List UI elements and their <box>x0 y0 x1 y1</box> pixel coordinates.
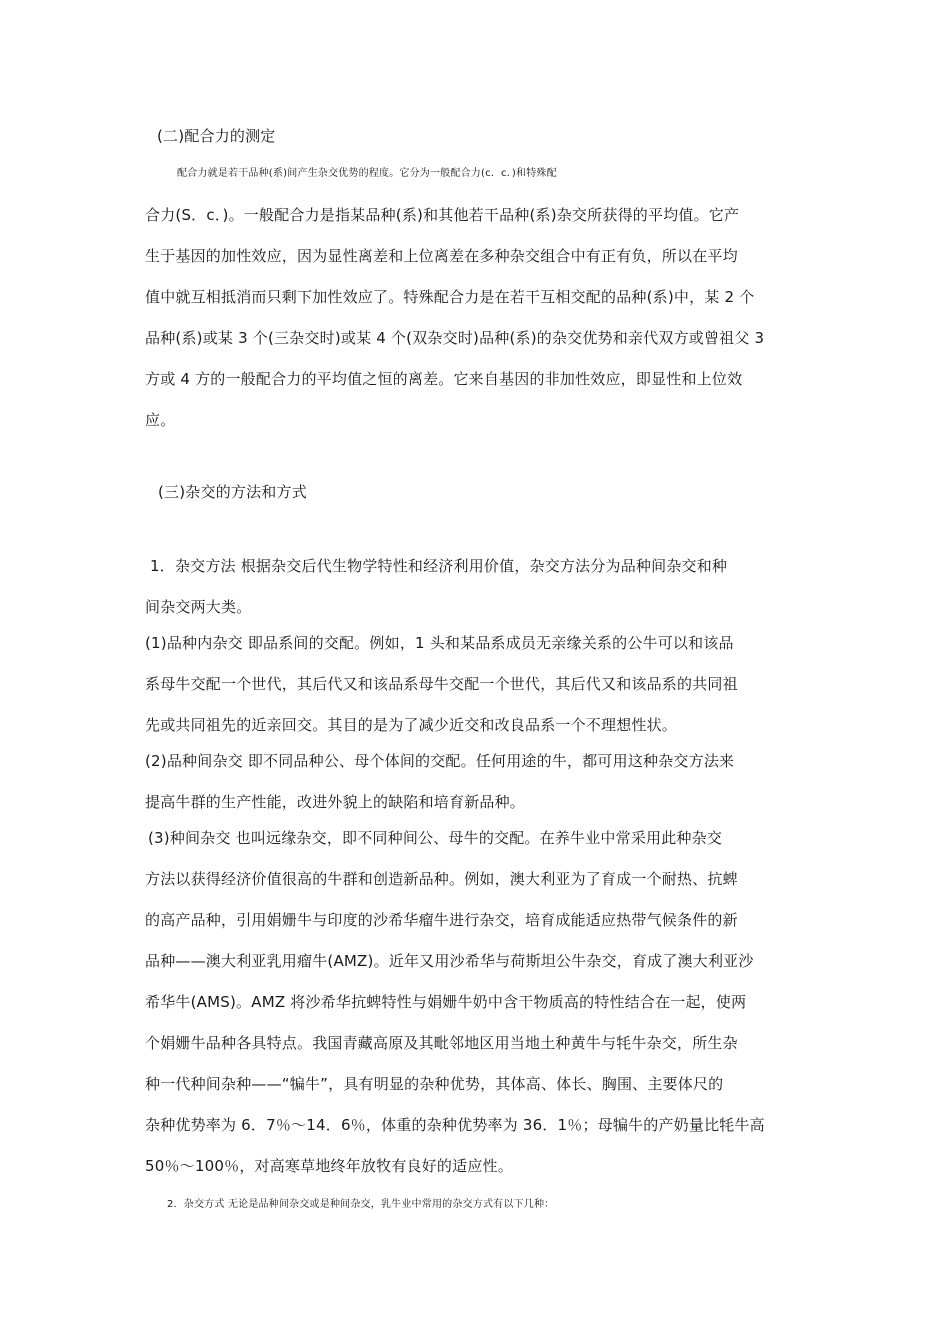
paragraph-line: 生于基因的加性效应，因为显性离差和上位离差在多种杂交组合中有正有负，所以在平均 <box>145 247 738 265</box>
paragraph-line: 配合力就是若干品种(系)间产生杂交优势的程度。它分为一般配合力(c．c．)和特殊配 <box>177 168 557 179</box>
paragraph-line: 应。 <box>145 411 176 429</box>
paragraph-line: (1)品种内杂交 即品系间的交配。例如，1 头和某品系成员无亲缘关系的公牛可以和该品 <box>145 634 734 652</box>
paragraph-line: 50％～100％，对高寒草地终年放牧有良好的适应性。 <box>145 1157 513 1175</box>
paragraph-line: 2．杂交方式 无论是品种间杂交或是种间杂交，乳牛业中常用的杂交方式有以下几种： <box>167 1199 555 1210</box>
paragraph-line: 系母牛交配一个世代，其后代又和该品系母牛交配一个世代，其后代又和该品系的共同祖 <box>145 675 738 693</box>
paragraph-line: 的高产品种，引用娟姗牛与印度的沙希华瘤牛进行杂交，培育成能适应热带气候条件的新 <box>145 911 738 929</box>
paragraph-line: 杂种优势率为 6．7％～14．6％，体重的杂种优势率为 36．1％；母犏牛的产奶量比牦牛高 <box>145 1116 765 1134</box>
paragraph-line: (2)品种间杂交 即不同品种公、母个体间的交配。任何用途的牛，都可用这种杂交方法来 <box>145 752 735 770</box>
section-heading: (二)配合力的测定 <box>157 127 276 145</box>
paragraph-line: 方或 4 方的一般配合力的平均值之恒的离差。它来自基因的非加性效应，即显性和上位效 <box>145 370 743 388</box>
paragraph-line: 品种——澳大利亚乳用瘤牛(AMZ)。近年又用沙希华与荷斯坦公牛杂交，育成了澳大利亚沙 <box>145 952 754 970</box>
paragraph-line: 1．杂交方法 根据杂交后代生物学特性和经济利用价值，杂交方法分为品种间杂交和种 <box>150 557 728 575</box>
paragraph-line: (3)种间杂交 也叫远缘杂交，即不同种间公、母牛的交配。在养牛业中常采用此种杂交 <box>148 829 723 847</box>
section-heading: (三)杂交的方法和方式 <box>158 483 307 501</box>
paragraph-line: 希华牛(AMS)。AMZ 将沙希华抗蜱特性与娟姗牛奶中含干物质高的特性结合在一起，使两 <box>145 993 747 1011</box>
paragraph-line: 提高牛群的生产性能，改进外貌上的缺陷和培育新品种。 <box>145 793 526 811</box>
paragraph-line: 方法以获得经济价值很高的牛群和创造新品种。例如，澳大利亚为了育成一个耐热、抗蜱 <box>145 870 738 888</box>
paragraph-line: 品种(系)或某 3 个(三杂交时)或某 4 个(双杂交时)品种(系)的杂交优势和亲代双方或曾祖父 3 <box>145 329 765 347</box>
paragraph-line: 种一代种间杂种——“犏牛”，具有明显的杂种优势，其体高、体长、胸围、主要体尺的 <box>145 1075 724 1093</box>
paragraph-line: 间杂交两大类。 <box>145 598 252 616</box>
paragraph-line: 值中就互相抵消而只剩下加性效应了。特殊配合力是在若干互相交配的品种(系)中，某 2 个 <box>145 288 755 306</box>
paragraph-line: 个娟姗牛品种各具特点。我国青藏高原及其毗邻地区用当地土种黄牛与牦牛杂交，所生杂 <box>145 1034 738 1052</box>
paragraph-line: 合力(S．c．)。一般配合力是指某品种(系)和其他若干品种(系)杂交所获得的平均值。它产 <box>145 206 740 224</box>
paragraph-line: 先或共同祖先的近亲回交。其目的是为了减少近交和改良品系一个不理想性状。 <box>145 716 678 734</box>
